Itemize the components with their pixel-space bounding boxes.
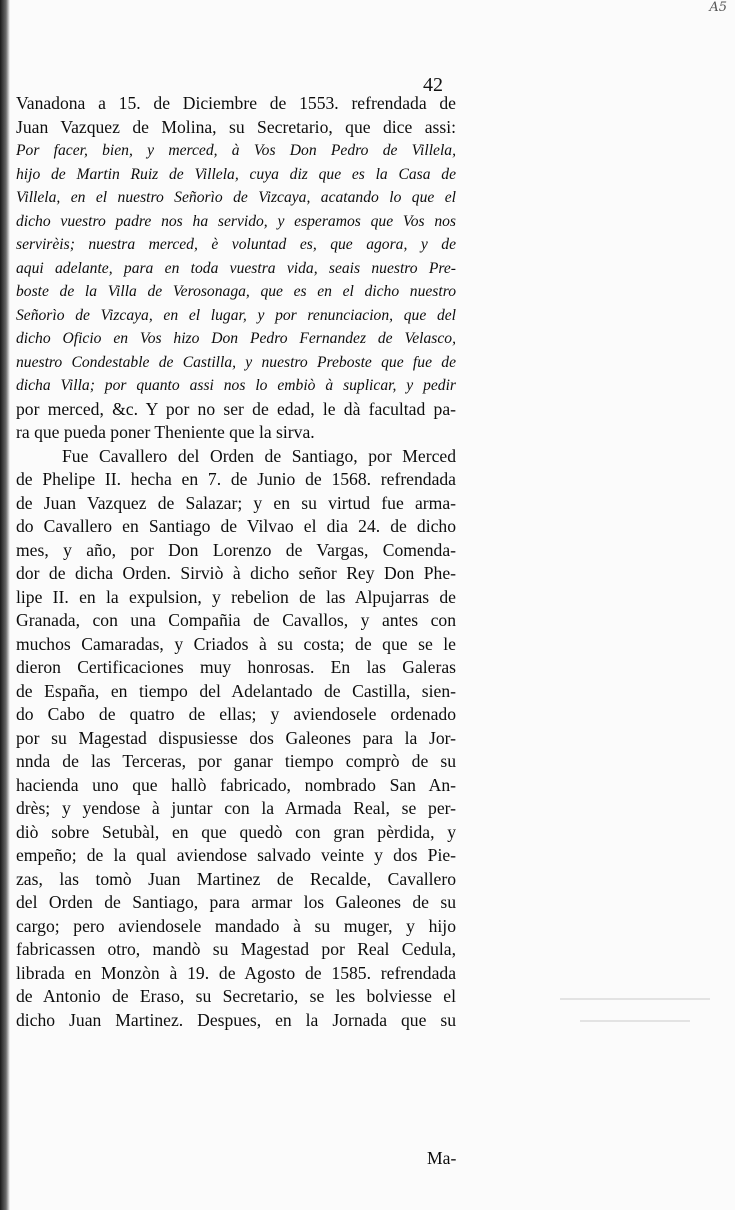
text-line: hacienda uno que hallò fabricado, nombrado San An- [16, 774, 456, 795]
text-line: mes, y año, por Don Lorenzo de Vargas, Comenda- [16, 539, 456, 560]
text-line: del Orden de Santiago, para armar los Galeones de su [16, 892, 456, 912]
text-line: lipe II. en la expulsion, y rebelion de las Alpujarras de [16, 586, 456, 607]
text-line: dicho Oficio en Vos hizo Don Pedro Fernandez de Velasco, [16, 330, 456, 347]
bleed-through [580, 1020, 690, 1022]
text-line: drès; y yendose à juntar con la Armada Real, se per- [16, 798, 456, 818]
page-number: 42 [423, 74, 443, 96]
text-line: ra que pueda poner Theniente que la sirva. [16, 422, 315, 442]
text-line: fabricassen otro, mandò su Magestad por Real Cedula, [16, 939, 456, 959]
text-line: de España, en tiempo del Adelantado de Castilla, sien- [16, 680, 456, 701]
body-text [16, 92, 456, 1032]
text-line: do Cavallero en Santiago de Vilvao el dia 24. de dicho [16, 516, 456, 536]
text-line: de Juan Vazquez de Salazar; y en su virtud fue arma- [16, 492, 456, 513]
text-line: de Phelipe II. hecha en 7. de Junio de 1568. refrendada [16, 469, 456, 489]
text-line: dicha Villa; por quanto assi nos lo embiò à suplicar, y pedir [16, 377, 456, 394]
text-line: muchos Camaradas, y Criados à su costa; de que se le [16, 633, 456, 654]
binding-shadow [0, 0, 10, 1210]
text-line: por merced, &c. Y por no ser de edad, le dà facultad pa- [16, 398, 456, 419]
text-line: Señorìo de Vizcaya, en el lugar, y por renunciacion, que del [16, 306, 456, 324]
text-line: Vanadona a 15. de Diciembre de 1553. refrendada de [16, 93, 456, 113]
text-line: empeño; de la qual aviendose salvado veinte y dos Pie- [16, 845, 456, 865]
text-line: por su Magestad dispusiesse dos Galeones para la Jor- [16, 727, 456, 748]
text-line: Juan Vazquez de Molina, su Secretario, que dice assi: [16, 116, 456, 137]
text-line: Villela, en el nuestro Señorìo de Vizcaya, acatando lo que el [16, 189, 456, 206]
text-line: boste de la Villa de Verosonaga, que es en el dicho nuestro [16, 283, 456, 300]
text-line: dicho vuestro padre nos ha servido, y esperamos que Vos nos [16, 212, 456, 230]
text-line: Por facer, bien, y merced, à Vos Don Pedro de Villela, [16, 142, 456, 159]
text-line: do Cabo de quatro de ellas; y aviendosele ordenado [16, 704, 456, 724]
text-line: de Antonio de Eraso, su Secretario, se les bolviesse el [16, 986, 456, 1006]
text-line: nnda de las Terceras, por ganar tiempo comprò de su [16, 751, 456, 771]
text-line: cargo; pero aviendosele mandado à su muger, y hijo [16, 915, 456, 936]
text-line: diò sobre Setubàl, en que quedò con gran pèrdida, y [16, 821, 456, 842]
text-line: hijo de Martin Ruiz de Villela, cuya diz que es la Casa de [16, 165, 456, 183]
text-line: librada en Monzòn à 19. de Agosto de 1585. refrendada [16, 962, 456, 983]
corner-mark: A5 [709, 0, 727, 15]
text-line: nuestro Condestable de Castilla, y nuestro Preboste que fue de [16, 353, 456, 371]
catchword: Ma- [427, 1148, 457, 1168]
text-line: aqui adelante, para en toda vuestra vida, seais nuestro Pre- [16, 259, 456, 277]
text-line: zas, las tomò Juan Martinez de Recalde, Cavallero [16, 868, 456, 889]
text-line: servirèis; nuestra merced, è voluntad es, que agora, y de [16, 236, 456, 253]
text-line: dicho Juan Martinez. Despues, en la Jornada que su [16, 1009, 456, 1030]
text-line: dor de dicha Orden. Sirviò à dicho señor Rey Don Phe- [16, 563, 456, 583]
text-line: dieron Certificaciones muy honrosas. En las Galeras [16, 657, 456, 677]
text-line: Fue Cavallero del Orden de Santiago, por Merced [62, 445, 456, 466]
bleed-through [560, 998, 710, 1000]
text-line: Granada, con una Compañia de Cavallos, y antes con [16, 610, 456, 630]
